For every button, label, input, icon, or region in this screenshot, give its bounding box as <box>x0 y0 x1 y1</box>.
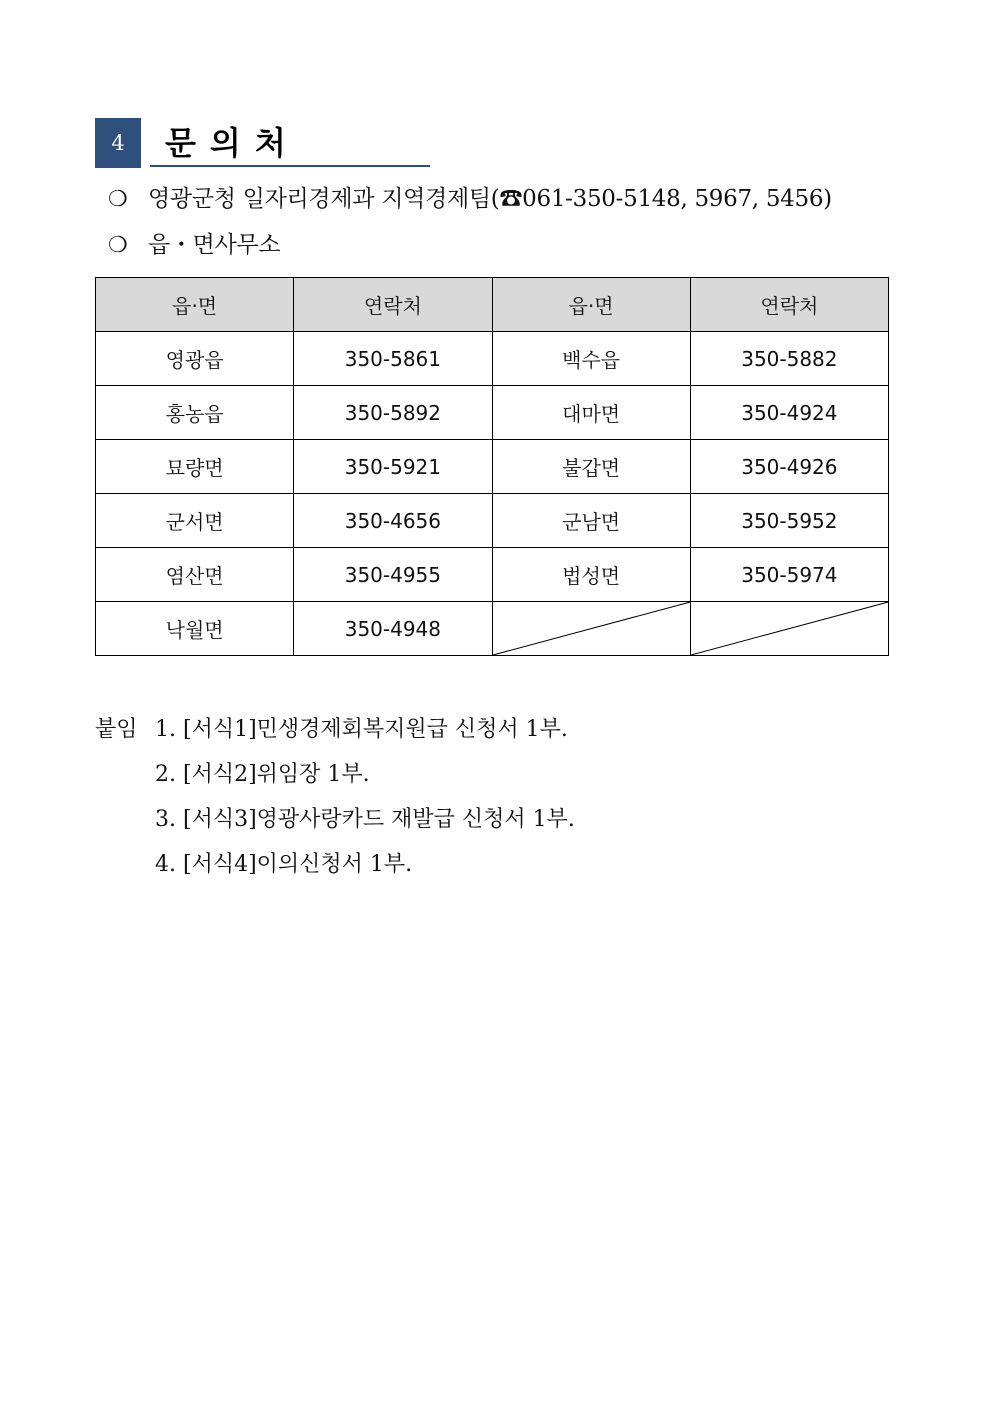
bullet-township-offices <box>108 230 280 261</box>
table-row <box>96 440 889 494</box>
phone-cell: 350-4926 <box>690 440 888 494</box>
attachment-text: 1. [서식1]민생경제회복지원급 신청서 1부. <box>155 717 568 742</box>
attachment-item <box>95 760 370 790</box>
empty-cell-slash <box>690 602 888 656</box>
bullet-text: 읍・면사무소 <box>148 232 281 258</box>
table-row <box>96 332 889 386</box>
table-row <box>96 386 889 440</box>
header-district: 읍·면 <box>492 278 690 332</box>
phone-cell: 350-5882 <box>690 332 888 386</box>
header-contact: 연락처 <box>294 278 492 332</box>
bullet-text: 영광군청 일자리경제과 지역경제팀(☎061-350-5148, 5967, 5456) <box>148 186 832 212</box>
section-number: 4 <box>95 118 141 168</box>
contacts-table <box>95 277 889 656</box>
district-cell: 백수읍 <box>492 332 690 386</box>
empty-cell-slash <box>492 602 690 656</box>
phone-cell: 350-5861 <box>294 332 492 386</box>
bullet-circle-icon: ❍ <box>108 233 128 258</box>
district-cell: 군서면 <box>96 494 294 548</box>
section-underline <box>150 165 430 167</box>
phone-cell: 350-4656 <box>294 494 492 548</box>
bullet-contact-office <box>108 184 832 215</box>
table-row <box>96 548 889 602</box>
phone-cell: 350-4955 <box>294 548 492 602</box>
district-cell: 낙월면 <box>96 602 294 656</box>
section-header <box>95 118 430 168</box>
phone-cell: 350-5952 <box>690 494 888 548</box>
attachment-item <box>95 715 568 745</box>
bullet-circle-icon: ❍ <box>108 187 128 212</box>
district-cell: 군남면 <box>492 494 690 548</box>
district-cell: 묘량면 <box>96 440 294 494</box>
table-row <box>96 494 889 548</box>
district-cell: 홍농읍 <box>96 386 294 440</box>
phone-cell: 350-4948 <box>294 602 492 656</box>
phone-cell: 350-4924 <box>690 386 888 440</box>
phone-cell: 350-5921 <box>294 440 492 494</box>
district-cell: 염산면 <box>96 548 294 602</box>
diagonal-slash-icon <box>493 602 690 655</box>
phone-cell: 350-5892 <box>294 386 492 440</box>
attachment-item <box>95 850 412 880</box>
table-header-row <box>96 278 889 332</box>
header-contact: 연락처 <box>690 278 888 332</box>
district-cell: 법성면 <box>492 548 690 602</box>
district-cell: 영광읍 <box>96 332 294 386</box>
header-district: 읍·면 <box>96 278 294 332</box>
attachment-label: 붙임 <box>95 717 138 742</box>
diagonal-slash-icon <box>691 602 888 655</box>
district-cell: 대마면 <box>492 386 690 440</box>
district-cell: 불갑면 <box>492 440 690 494</box>
table-row <box>96 602 889 656</box>
attachment-text: 3. [서식3]영광사랑카드 재발급 신청서 1부. <box>155 807 575 832</box>
attachment-text: 2. [서식2]위임장 1부. <box>155 762 370 787</box>
attachment-text: 4. [서식4]이의신청서 1부. <box>155 852 413 877</box>
phone-cell: 350-5974 <box>690 548 888 602</box>
section-title: 문의처 <box>165 124 300 162</box>
attachment-item <box>95 805 575 835</box>
